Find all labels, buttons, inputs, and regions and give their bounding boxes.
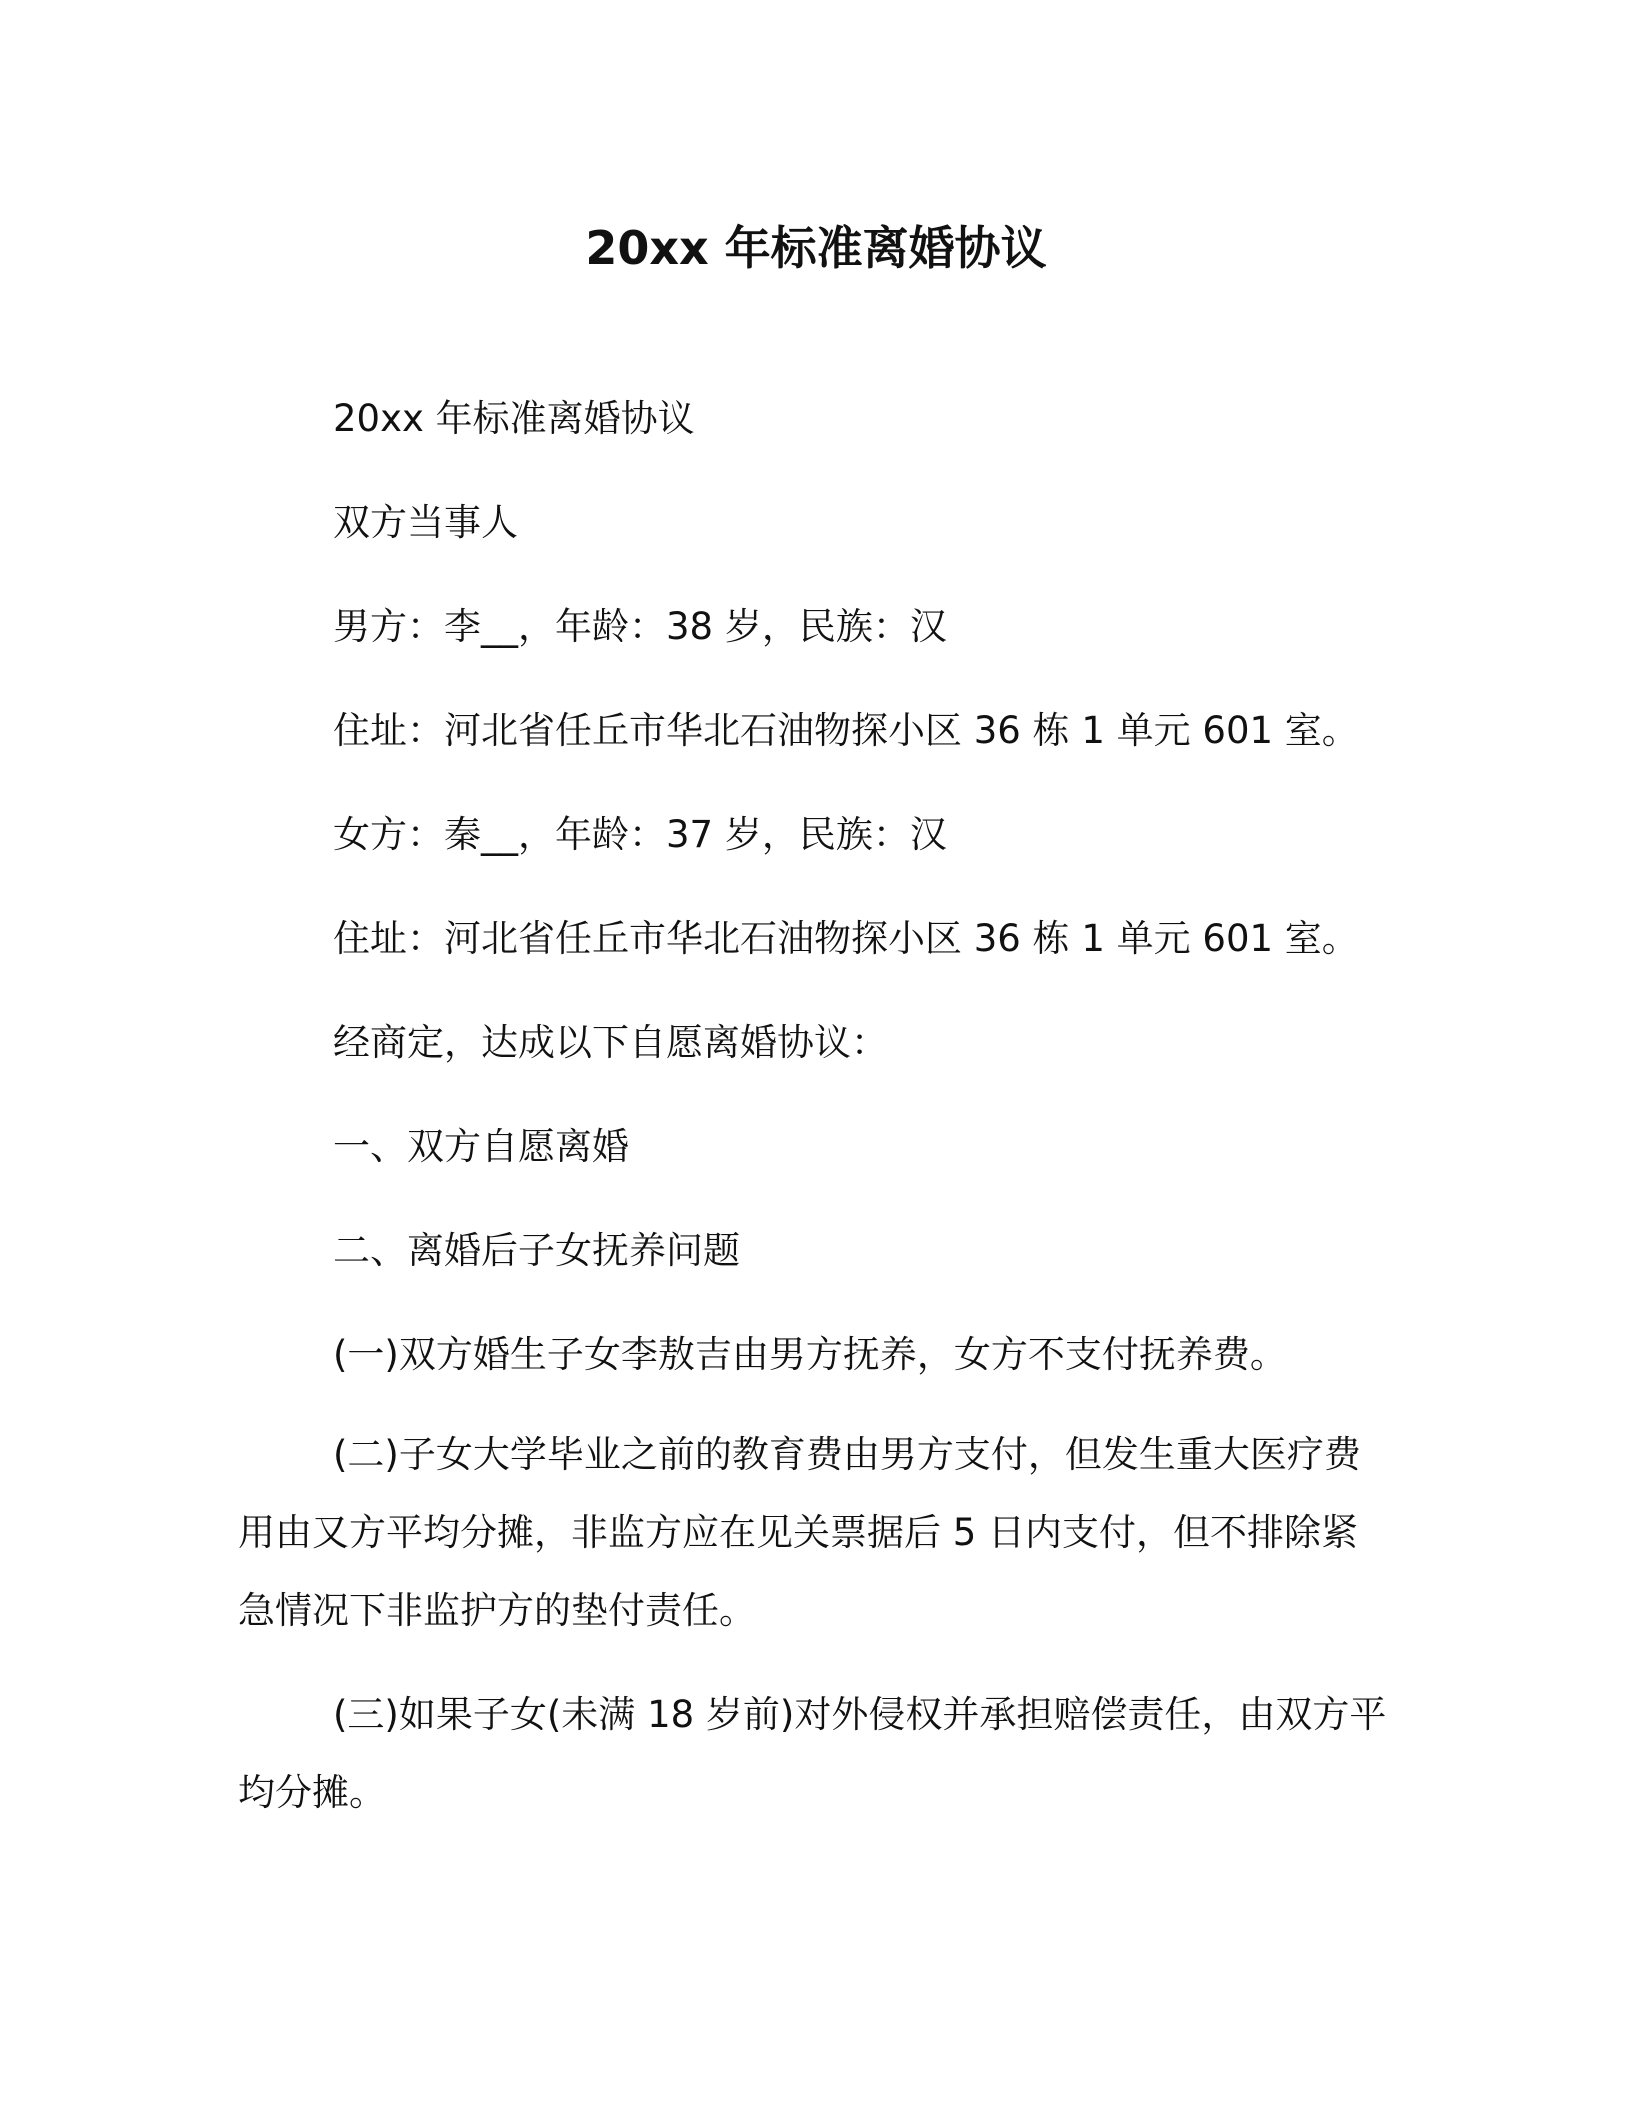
section-one-heading: 一、双方自愿离婚: [333, 1125, 629, 1168]
section-two-heading: 二、离婚后子女抚养问题: [333, 1229, 740, 1272]
agreement-intro: 经商定，达成以下自愿离婚协议：: [333, 1021, 888, 1064]
female-address-line: 住址：河北省任丘市华北石油物探小区 36 栋 1 单元 601 室。: [333, 917, 1359, 960]
clause-two: (二)子女大学毕业之前的教育费由男方支付，但发生重大医疗费用由又方平均分摊，非监方应在见关票据后 5 日内支付，但不排除紧急情况下非监护方的垫付责任。: [238, 1433, 1361, 1632]
male-address-line: 住址：河北省任丘市华北石油物探小区 36 栋 1 单元 601 室。: [333, 709, 1359, 752]
parties-heading: 双方当事人: [333, 501, 518, 544]
document-title: 20xx 年标准离婚协议: [585, 221, 1047, 275]
clause-three: (三)如果子女(未满 18 岁前)对外侵权并承担赔偿责任，由双方平均分摊。: [238, 1693, 1387, 1814]
male-party-line: 男方：李__，年龄：38 岁，民族：汉: [333, 605, 947, 648]
document-subtitle: 20xx 年标准离婚协议: [333, 397, 695, 440]
clause-one: (一)双方婚生子女李敖吉由男方抚养，女方不支付抚养费。: [333, 1333, 1287, 1376]
female-party-line: 女方：秦__，年龄：37 岁，民族：汉: [333, 813, 947, 856]
